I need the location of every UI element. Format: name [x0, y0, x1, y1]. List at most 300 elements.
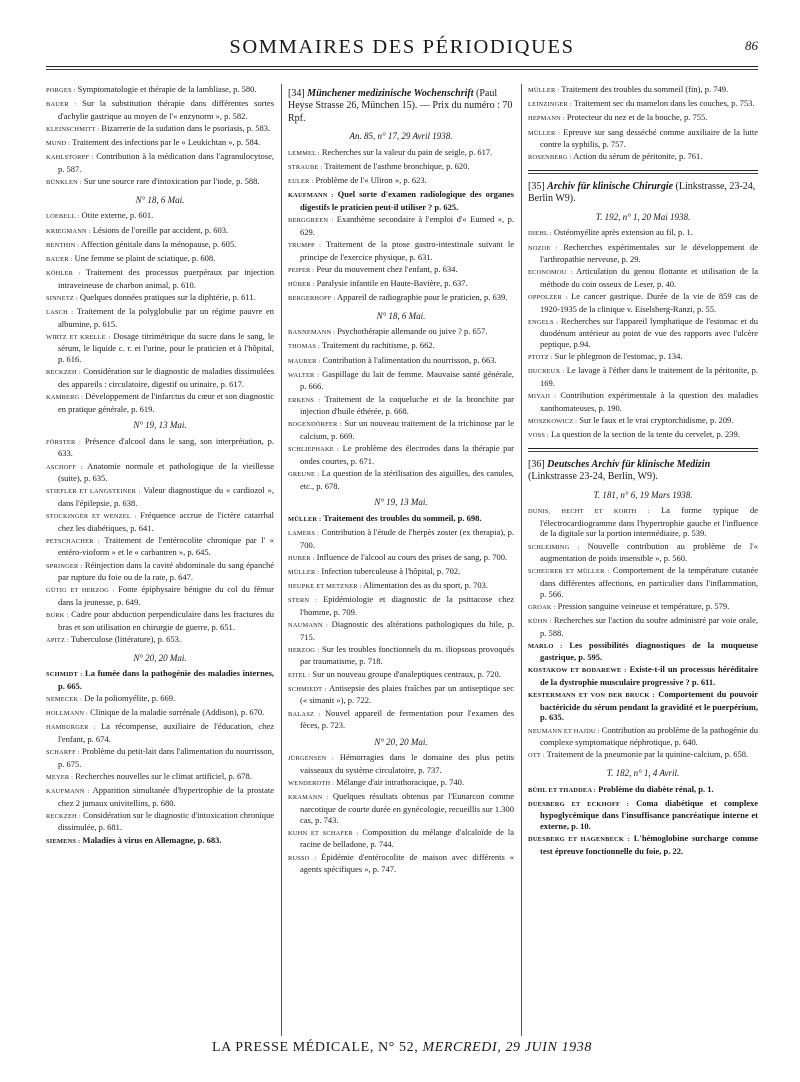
article-title: Quelques résultats obtenus par l'Eunarcon comme narcotique de courte durée en gynécologie, recueillis sur 1.300 cas, p. 743.	[300, 791, 514, 825]
article-title: Traitement des troubles du sommeil (fin), p. 749.	[561, 84, 729, 94]
article-title: Contribution au problème de la pathogénie du complexe symptomatique néphrotique, p. 640.	[540, 724, 758, 748]
article-entry	[528, 112, 758, 125]
article-author: HEPMANN :	[528, 115, 565, 123]
article-author: NEUMANN ET HAJDU :	[528, 727, 600, 735]
article-title: Contribution à l'alimentation du nourrisson, p. 663.	[322, 354, 497, 365]
article-title: Epreuve sur sang desséché comme auxiliaire de la lutte contre la syphilis, p. 757.	[540, 126, 758, 150]
journal-heading	[288, 88, 514, 125]
article-entry	[528, 541, 758, 564]
article-author: LAMERS :	[288, 529, 320, 537]
article-author: BÜNKLEN :	[46, 179, 82, 187]
article-author: STIEFLER ET LANGSTEINER :	[46, 488, 141, 496]
article-entry	[46, 84, 274, 97]
page-header	[46, 30, 758, 66]
article-entry	[528, 565, 758, 599]
article-entry	[288, 214, 514, 237]
issue-heading: N° 20, 20 Mai.	[374, 736, 428, 747]
article-title: Recherches sur l'appareil lymphatique de l'estomac et du duodénum antérieur au point de vue des rapports avec l'ulcère peptique, p.94.	[540, 315, 758, 350]
article-author: SPRINGER :	[46, 562, 83, 570]
article-title: Problème du petit-lait dans l'alimentation du nourrisson, p. 675.	[58, 746, 274, 769]
footer-date: MERCREDI, 29 JUIN 1938	[422, 1040, 592, 1055]
article-entry	[288, 239, 514, 262]
column-2	[288, 84, 514, 1036]
article-author: STOCKINGER ET WENZEL :	[46, 513, 137, 521]
section-rule	[528, 448, 758, 449]
journal-number: [34]	[288, 88, 305, 99]
article-title: La forme typique de l'électrocardiogramme dans l'hypertrophie gauche et l'influence de la digitale sur la portion intermédiaire, p. 539.	[540, 505, 758, 539]
article-author: KAUFMANN :	[288, 192, 334, 200]
article-author: MEYER :	[46, 773, 74, 781]
article-author: DIEHL :	[528, 230, 552, 238]
article-entry	[528, 429, 758, 442]
article-author: KESTERMANN ET VON DER BRUCK :	[528, 692, 655, 700]
article-author: PORGES :	[46, 87, 76, 94]
article-author: ENGELS :	[528, 318, 559, 326]
article-entry	[288, 147, 514, 160]
article-author: APITZ :	[46, 637, 69, 644]
article-entry	[528, 689, 758, 723]
article-author: SCHMIDT :	[46, 671, 83, 679]
article-author: RECKZEH :	[46, 369, 81, 377]
article-title: La fumée dans la pathogénie des maladies internes, p. 665.	[58, 668, 274, 691]
journal-info: (Paul Heyse Strasse 26, München 15). — Prix du numéro : 70 Rpf.	[288, 88, 513, 124]
article-author: EULER :	[288, 178, 314, 186]
article-entry	[528, 266, 758, 289]
article-entry	[528, 505, 758, 539]
article-author: GREUNE :	[288, 470, 320, 478]
article-author: KÜHN :	[528, 617, 552, 625]
article-entry	[288, 644, 514, 667]
article-author: KAUFMANN :	[46, 788, 90, 796]
article-author: BALASZ :	[288, 710, 321, 718]
article-title: Traitement de la coqueluche et de la bronchite par injection d'huile éthérée, p. 668.	[300, 393, 514, 417]
article-entry	[288, 669, 514, 682]
entry-list	[528, 505, 758, 762]
article-title: Considération sur le diagnostic de maladies dissimulées des appareils : circulatoire, digestif ou urinaire, p. 617.	[58, 366, 274, 389]
article-entry	[46, 707, 274, 720]
article-title: Les possibilités diagnostiques de la muqueuse gastrique, p. 595.	[540, 639, 758, 663]
article-author: KRIEGMANN :	[46, 227, 91, 235]
journal-name: Deutsches Archiv für klinische Medizin	[547, 458, 711, 470]
column-divider	[521, 84, 522, 1036]
article-author: NAUMANN :	[288, 622, 328, 630]
article-author: LEINZINGER :	[528, 101, 572, 109]
article-author: HAMBURGER :	[46, 724, 96, 732]
article-title: Quelques données pratiques sur la diphtérie, p. 611.	[79, 291, 256, 302]
article-title: Fréquence accrue de l'ictère catarrhal chez les diabétiques, p. 641.	[58, 510, 274, 533]
article-entry	[46, 485, 274, 508]
article-title: La récompense, auxiliaire de l'éducation, chez l'enfant, p. 674.	[58, 721, 274, 744]
article-entry	[46, 306, 274, 329]
article-author: WALTER :	[288, 371, 320, 379]
article-title: Sur le phlegmon de l'estomac, p. 134.	[554, 351, 683, 362]
article-entry	[288, 418, 514, 441]
article-title: De la poliomyélite, p. 669.	[84, 692, 176, 703]
article-entry	[528, 390, 758, 413]
article-author: MARLO :	[528, 642, 563, 650]
article-title: Sur un nouveau groupe d'analeptiques centraux, p. 720.	[312, 668, 501, 679]
article-title: Hémorragies dans le domaine des plus petits vaisseaux du système circulatoire, p. 737.	[300, 752, 514, 775]
article-author: SINNETZ :	[46, 294, 78, 302]
article-author: MÜLLER :	[528, 129, 561, 137]
article-title: La question de la section de la tente du cervelet, p. 239.	[551, 429, 740, 440]
article-title: Quel sorte d'examen radiologique des organes digestifs le praticien peut-il utiliser ? p. 625.	[300, 189, 514, 212]
article-entry	[46, 584, 274, 607]
article-entry	[46, 210, 274, 223]
article-entry	[46, 253, 274, 266]
article-entry	[288, 708, 514, 731]
article-title: Maladies à virus en Allemagne, p. 683.	[82, 834, 222, 845]
page-title: SOMMAIRES DES PÉRIODIQUES	[229, 36, 575, 58]
page-number: 86	[745, 38, 758, 53]
article-author: GROAK :	[528, 603, 556, 611]
issue-heading: An. 85, n° 17, 29 Avril 1938.	[349, 131, 453, 142]
article-entry	[288, 355, 514, 368]
article-title: Diagnostic des altérations pathologiques du hile, p. 715.	[300, 619, 514, 642]
article-entry	[46, 771, 274, 784]
article-author: DUCREUX :	[528, 368, 565, 376]
article-author: MÜLLER :	[288, 515, 322, 523]
article-entry	[288, 175, 514, 188]
article-entry	[46, 634, 274, 647]
article-author: TRUMPP :	[288, 241, 322, 249]
entry-list	[528, 84, 758, 164]
article-entry	[528, 615, 758, 638]
article-entry	[288, 752, 514, 775]
article-entry	[288, 513, 514, 526]
article-entry	[46, 510, 274, 533]
article-entry	[528, 151, 758, 164]
article-title: Réinjection dans la cavité abdominale du sang épanché par rupture du foie ou de la rate, p. 647.	[58, 559, 274, 583]
article-entry	[288, 527, 514, 550]
article-entry	[528, 784, 758, 797]
article-title: Comportement de la température cutanée dans différentes affections, en particulier dans l'inflammation, p. 566.	[540, 565, 758, 599]
article-author: RUSSO :	[288, 854, 317, 862]
article-entry	[288, 580, 514, 593]
article-title: Comportement du pouvoir bactéricide du sérum pendant la gravidité et le puerpérium, p. 635.	[540, 689, 758, 723]
article-entry	[288, 552, 514, 565]
journal-heading	[528, 181, 758, 206]
article-entry	[46, 267, 274, 290]
article-entry	[288, 443, 514, 466]
article-title: Le cancer gastrique. Durée de la vie de 859 cas de 1920-1935 de la clinique v. Eiselsberg-Ranzi, p. 55.	[540, 291, 758, 314]
article-entry	[46, 785, 274, 808]
article-title: Problème de l'« Uliron », p. 623.	[315, 175, 427, 186]
article-author: MOSZKOWICZ :	[528, 418, 578, 425]
article-entry	[46, 123, 274, 136]
article-title: L'hémoglobine surcharge comme test épreuve fonctionnelle du foie, p. 22.	[540, 833, 758, 856]
article-author: KOSTAKOW ET BODAREWE :	[528, 667, 627, 675]
article-title: Action du sérum de péritonite, p. 761.	[573, 151, 703, 162]
article-title: Épidémie d'entérocolite de maison avec différents « agents spécifiques », p. 747.	[300, 851, 514, 875]
article-title: Influence de l'alcool au cours des prises de sang, p. 700.	[316, 551, 508, 562]
article-title: Affection génitale dans la ménopause, p. 605.	[80, 238, 237, 249]
article-author: ROSENBERG :	[528, 154, 572, 162]
article-title: Traitement des troubles du sommeil, p. 698.	[323, 512, 482, 523]
article-title: Sur une source rare d'intoxication par l'iode, p. 588.	[83, 176, 260, 187]
issue-heading: T. 181, n° 6, 19 Mars 1938.	[593, 489, 693, 500]
article-author: MÜLLER :	[288, 568, 320, 576]
article-entry	[46, 98, 274, 121]
article-author: OTT :	[528, 752, 545, 760]
article-author: KAMBERG :	[46, 393, 84, 401]
article-author: HOLLMANN :	[46, 710, 88, 718]
article-entry	[528, 351, 758, 364]
article-entry	[46, 225, 274, 238]
article-entry	[528, 664, 758, 687]
article-title: Ostéomyélite après extension au fil, p. 1.	[553, 227, 693, 238]
entry-list	[528, 227, 758, 441]
entry-list	[288, 513, 514, 731]
article-title: Traitement de la pneumonie par la quinine-calcium, p. 658.	[546, 749, 749, 760]
entry-list	[528, 784, 758, 857]
article-entry	[528, 365, 758, 388]
article-title: Coma diabétique et complexe hypoglycémique dans l'insuffisance pancréatique interne et externe, p. 10.	[540, 797, 758, 831]
issue-heading: N° 18, 6 Mai.	[376, 310, 426, 321]
journal-number: [36]	[528, 458, 545, 470]
journal-name: Archiv für klinische Chirurgie	[547, 180, 674, 192]
article-title: Traitement de l'entérocolite chronique par l' « entéro-vioform » et le « carbantren », p. 645.	[58, 534, 274, 558]
article-title: Peur du mouvement chez l'enfant, p. 634.	[316, 263, 458, 274]
article-author: SCHLIEPHAKE :	[288, 446, 340, 454]
article-title: Antisepsie des plaies fraîches par un antiseptique sec (« simanit »), p. 722.	[300, 682, 514, 706]
article-entry	[528, 415, 758, 428]
entry-list	[46, 210, 274, 414]
article-author: PETSCHACHER :	[46, 537, 100, 545]
article-author: THOMAS :	[288, 343, 320, 351]
article-entry	[528, 242, 758, 265]
article-author: HERZOG :	[288, 646, 320, 654]
page-footer	[46, 1040, 758, 1056]
article-entry	[288, 264, 514, 277]
column-1	[46, 84, 274, 1036]
article-entry	[288, 189, 514, 212]
article-author: NOZOE :	[528, 244, 558, 252]
article-title: Clinique de la maladie surrénale (Addison), p. 670.	[90, 707, 265, 718]
article-author: PTOTZ :	[528, 354, 553, 362]
entry-list	[288, 147, 514, 305]
article-title: Traitement de l'asthme bronchique, p. 620.	[324, 161, 470, 171]
article-author: JÜRGENSEN :	[288, 755, 334, 763]
article-author: ERKENS :	[288, 396, 321, 404]
article-entry	[528, 316, 758, 350]
article-title: Tuberculose (littérature), p. 653.	[70, 634, 182, 644]
article-entry	[46, 137, 274, 150]
article-author: DUNIS, HECHT ET KORTH :	[528, 508, 650, 516]
article-author: PEIPER :	[288, 266, 315, 274]
article-entry	[46, 151, 274, 174]
journal-info: (Linkstrasse 23-24, Berlin, W9).	[528, 471, 658, 483]
header-rule	[46, 66, 758, 67]
article-author: HUBER :	[288, 554, 315, 562]
article-entry	[288, 791, 514, 825]
footer-journal: LA PRESSE MÉDICALE,	[212, 1040, 374, 1055]
article-entry	[288, 161, 514, 174]
article-title: Sur un nouveau traitement de la trichinose par le calcium, p. 669.	[300, 418, 514, 441]
article-title: Nouvel appareil de fermentation pour l'examen des fèces, p. 723.	[300, 707, 514, 731]
article-entry	[46, 366, 274, 389]
article-author: ASCHOFF :	[46, 463, 83, 471]
article-title: Contribution expérimentale à la question des maladies xanthomateuses, p. 190.	[540, 390, 758, 413]
article-title: Sur les troubles fonctionnels du m. iliopsoas provoqués par traumatisme, p. 718.	[300, 643, 514, 667]
article-entry	[46, 721, 274, 744]
article-title: Appareil de radiographie pour le praticien, p. 639.	[336, 292, 508, 303]
article-entry	[46, 609, 274, 632]
article-author: KÖHLER :	[46, 270, 81, 278]
article-entry	[528, 749, 758, 762]
article-title: Contribution à la médication dans l'agranulocytose, p. 587.	[58, 151, 274, 174]
section-rule-thin	[528, 451, 758, 452]
article-author: RECKZEH :	[46, 812, 81, 820]
article-title: Anatomie normale et pathologique de la vieillesse (suite), p. 635.	[58, 460, 274, 484]
article-author: LEMMEL :	[288, 149, 320, 157]
article-title: Traitement des infections par le « Leukichtan », p. 584.	[72, 137, 261, 148]
issue-heading: N° 19, 13 Mai.	[374, 497, 428, 508]
journal-heading	[528, 459, 758, 484]
article-title: Recherches expérimentales sur le développement de l'arthropathie nerveuse, p. 29.	[540, 241, 758, 265]
article-author: EITEL :	[288, 671, 311, 679]
article-author: STERN :	[288, 597, 317, 605]
article-author: VOSS :	[528, 432, 549, 440]
article-title: Problème du diabète rénal, p. 1.	[598, 783, 714, 794]
article-title: Traitement sec du mamelon dans les couches, p. 753.	[573, 98, 755, 109]
article-title: Traitement de la polyglobulie par un régime pauvre en albumine, p. 615.	[58, 306, 274, 329]
article-entry	[288, 326, 514, 339]
article-entry	[528, 98, 758, 111]
article-title: Protecteur du nez et de la bouche, p. 755.	[566, 112, 708, 123]
article-entry	[528, 640, 758, 663]
article-entry	[46, 535, 274, 558]
article-author: MIYAJI :	[528, 393, 557, 401]
article-title: Dosage titrimétrique du sucre dans le sang, le sérum, le liquide c. r. et l'urine, pour le praticien et à l'hôpital, p. 616.	[58, 330, 274, 364]
section-rule-thin	[528, 173, 758, 174]
article-author: BANNEMANN :	[288, 329, 336, 337]
article-author: MÜLLER :	[528, 87, 560, 94]
article-title: Présence d'alcool dans le sang, son interprétation, p. 633.	[58, 435, 274, 459]
article-title: Traitement de la ptose gastro-intestinale suivant le principe de l'exercice physique, p. 631.	[300, 238, 514, 262]
article-entry	[46, 436, 274, 459]
article-entry	[46, 331, 274, 365]
article-entry	[288, 777, 514, 790]
article-author: SCHEURER ET MÜLLER :	[528, 568, 610, 576]
article-title: Traitement des processus puerpéraux par injection intraveineuse de charbon animal, p. 610.	[58, 267, 274, 290]
article-entry	[46, 176, 274, 189]
article-title: Fonte épiphysaire bénigne du col du fémur dans la jeunesse, p. 649.	[58, 584, 274, 608]
article-title: Lésions de l'oreille par accident, p. 603.	[92, 224, 229, 235]
article-title: Composition du mélange d'alcaloïde de la racine de belladone, p. 744.	[300, 826, 514, 850]
article-entry	[46, 810, 274, 833]
article-entry	[288, 278, 514, 291]
article-entry	[46, 693, 274, 706]
article-entry	[288, 852, 514, 875]
article-author: KRAMANN :	[288, 794, 329, 802]
journal-info: (Linkstrasse, 23-24, Berlin W9).	[528, 180, 756, 205]
article-title: Développement de l'infarctus du cœur et son diagnostic en pratique générale, p. 619.	[58, 390, 274, 414]
article-entry	[288, 340, 514, 353]
issue-heading: N° 18, 6 Mai.	[135, 194, 185, 205]
article-entry	[288, 619, 514, 642]
header-rule-thin	[46, 69, 758, 70]
article-title: Recherches nouvelles sur le climat artificiel, p. 678.	[75, 770, 252, 781]
article-entry	[528, 227, 758, 240]
article-author: DUESBERG ET HAGENBECK :	[528, 836, 630, 844]
article-author: BOGENDÖRFER :	[288, 421, 342, 429]
article-title: Une femme se plaint de sciatique, p. 608.	[74, 252, 216, 263]
article-author: BERGERHOFF :	[288, 295, 336, 303]
entry-list	[288, 752, 514, 874]
article-entry	[46, 668, 274, 691]
article-entry	[528, 127, 758, 150]
article-title: Psychothérapie allemande ou juive ? p. 657.	[337, 326, 488, 337]
column-3	[528, 84, 758, 1036]
section-rule	[528, 170, 758, 171]
article-entry	[288, 468, 514, 491]
article-entry	[46, 461, 274, 484]
article-author: KUHN ET SCHAFER :	[288, 829, 359, 837]
article-title: Paralysie infantile en Haute-Bavière, p. 637.	[316, 277, 468, 288]
article-title: Valeur diagnostique du « cardiozol », dans l'épilepsie, p. 638.	[58, 485, 274, 508]
article-title: Considération sur le diagnostic d'intoxication chronique dissimulée, p. 681.	[58, 809, 274, 833]
article-title: Gaspillage du lait de femme. Mauvaise santé générale, p. 666.	[300, 368, 514, 392]
article-author: MUND :	[46, 140, 71, 148]
entry-list	[46, 436, 274, 647]
article-entry	[288, 827, 514, 850]
article-title: Sur la substitution thérapie dans différentes sortes d'achylie gastrique au moyen de l'« enzynorm », p. 582.	[58, 98, 274, 121]
article-entry	[288, 566, 514, 579]
article-title: Recherches sur l'action du soufre administré par voie orale, p. 588.	[540, 614, 758, 638]
column-divider	[281, 84, 282, 1036]
article-author: ECONOMOU :	[528, 269, 573, 277]
journal-name: Münchener medizinische Wochenschrift	[307, 88, 474, 99]
article-title: Otite externe, p. 601.	[81, 210, 154, 221]
article-author: MAURER :	[288, 357, 321, 365]
article-author: GÜTIG ET HERZOG :	[46, 587, 115, 595]
journal-number: [35]	[528, 180, 545, 192]
article-author: WIRTZ ET KRELLE :	[46, 333, 111, 341]
article-author: WENDEROTH :	[288, 780, 335, 788]
article-title: Mélange d'air intrathoracique, p. 740.	[336, 777, 464, 788]
article-author: LASCH :	[46, 309, 74, 317]
article-author: BÜHL ET THADDEA :	[528, 786, 596, 794]
article-entry	[528, 291, 758, 314]
article-entry	[528, 798, 758, 832]
footer-issue: N° 52,	[378, 1040, 419, 1055]
article-title: Le problème des électrodes dans la thérapie par ondes courtes, p. 671.	[300, 443, 514, 466]
article-author: KAHLSTORPF :	[46, 154, 94, 162]
article-entry	[528, 601, 758, 614]
article-author: BURK :	[46, 612, 69, 620]
article-author: OPPOLZER :	[528, 294, 568, 302]
article-entry	[528, 833, 758, 856]
article-entry	[46, 391, 274, 414]
article-author: BENTHIN :	[46, 241, 80, 249]
article-title: Alimentation des as du sport, p. 703.	[363, 580, 488, 591]
article-author: SCHMIEDT :	[288, 685, 327, 693]
article-title: Cadre pour abduction perpendiculaire dans les fractures du bras et son utilisation en chirurgie de guerre, p. 651.	[58, 609, 274, 632]
article-title: Articulation du genou flottante et utilisation de la méthode du coin osseux de Leser, p. 40.	[540, 266, 758, 289]
article-title: La question de la stérilisation des aiguilles, des canules, etc., p. 678.	[300, 467, 514, 491]
article-title: Bizarrerie de la sudation dans le psoriasis, p. 583.	[101, 122, 271, 133]
issue-heading: N° 19, 13 Mai.	[133, 420, 187, 431]
article-author: BAUER :	[46, 255, 73, 263]
article-author: SIEMENS :	[46, 837, 81, 845]
article-entry	[46, 746, 274, 769]
article-title: Symptomatologie et thérapie de la lambliase, p. 580.	[77, 84, 257, 94]
article-author: BAUER :	[46, 101, 77, 109]
article-title: Le lavage à l'éther dans le traitement de la péritonite, p. 169.	[540, 365, 758, 389]
article-entry	[528, 725, 758, 748]
article-author: SCHARFF :	[46, 749, 80, 757]
